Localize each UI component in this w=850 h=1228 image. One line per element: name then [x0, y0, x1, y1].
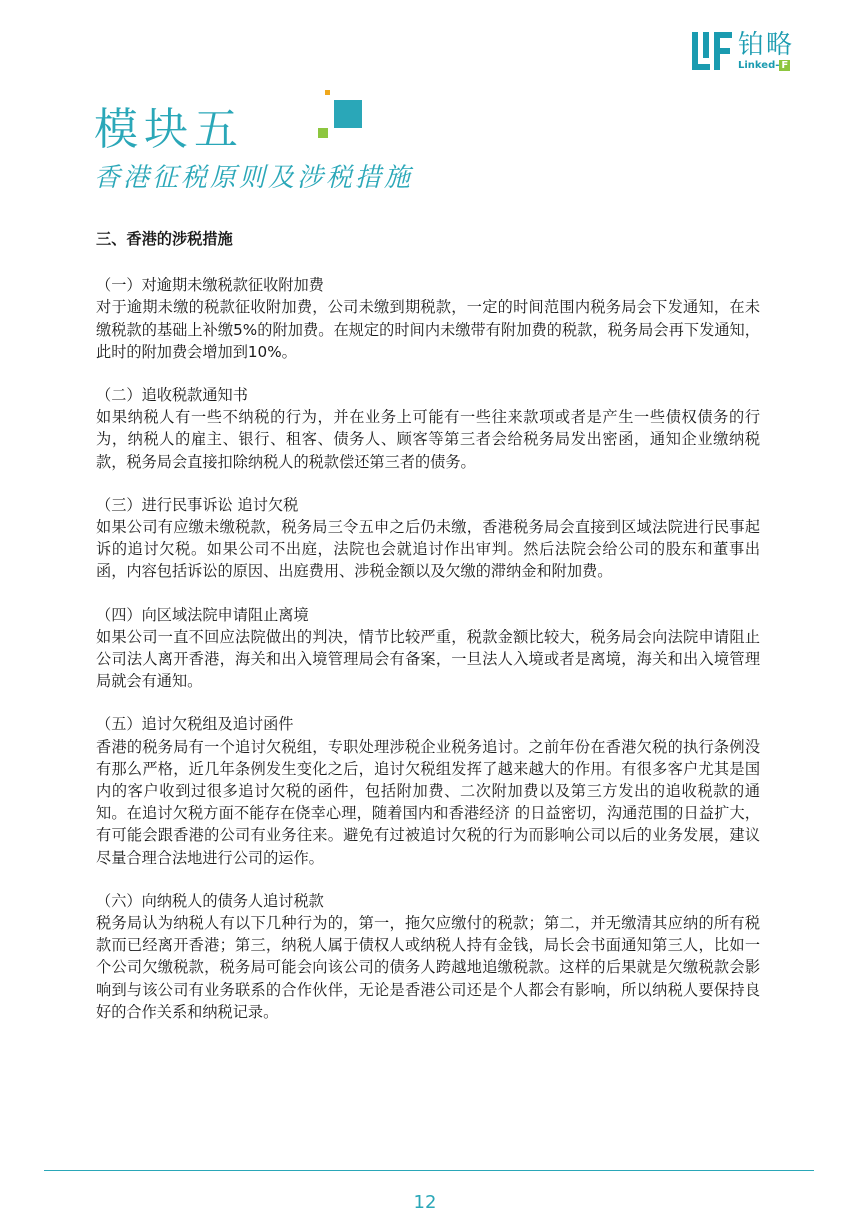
subsection-title: （一）对逾期未缴税款征收附加费 — [96, 276, 324, 295]
subsection-body: 税务局认为纳税人有以下几种行为的，第一，拖欠应缴付的税款；第二，并无缴清其应纳的所有税款而已经离开香港；第三，纳税人属于债权人或纳税人持有金钱，局长会书面通知第三人，比如一个公司欠缴税款，税务局可能会向该公司的债务人跨越地追缴税款。这样的后果就是欠缴税款会影响到与该公司有业务联系的合作伙伴，无论是香港公司还是个人都会有影响，所以纳税人要保持良好的合作关系和纳税记录。 — [96, 914, 760, 1021]
logo-text-cn: 铂略 — [738, 30, 795, 60]
module-title: 模块五 — [94, 104, 244, 155]
logo-text-en: Linked- F — [738, 60, 789, 71]
subsection-body: 对于逾期未缴的税款征收附加费，公司未缴到期税款，一定的时间范围内税务局会下发通知，在未缴税款的基础上补缴5%的附加费。在规定的时间内未缴带有附加费的税款，税务局会再下发通知，此时的附加费会增加到10%。 — [96, 298, 760, 361]
subsection — [96, 604, 760, 693]
decorative-squares-icon — [318, 90, 364, 142]
page-number: 12 — [413, 1192, 437, 1213]
module-subtitle: 香港征税原则及涉税措施 — [94, 163, 414, 193]
subsection — [96, 494, 760, 583]
subsection-title: （五）追讨欠税组及追讨函件 — [96, 715, 294, 734]
subsection — [96, 384, 760, 473]
subsection-title: （四）向区域法院申请阻止离境 — [96, 605, 309, 624]
subsection-title: （三）进行民事诉讼 追讨欠税 — [96, 495, 299, 514]
brand-logo — [692, 30, 812, 74]
subsection — [96, 713, 760, 868]
subsection-body: 如果公司一直不回应法院做出的判决，情节比较严重，税款金额比较大，税务局会向法院申请阻止公司法人离开香港，海关和出入境管理局会有备案，一旦法人入境或者是离境，海关和出入境管理局就会有通知。 — [96, 627, 760, 691]
section-title: 三、香港的涉税措施 — [96, 230, 233, 248]
document-body — [96, 228, 760, 1044]
footer-divider — [44, 1170, 814, 1171]
subsection-title: （六）向纳税人的债务人追讨税款 — [96, 891, 324, 910]
subsection — [96, 274, 760, 363]
subsection — [96, 890, 760, 1023]
subsection-body: 香港的税务局有一个追讨欠税组，专职处理涉税企业税务追讨。之前年份在香港欠税的执行条例没有那么严格，近几年条例发生变化之后，追讨欠税组发挥了越来越大的作用。有很多客户尤其是国内的客户收到过很多追讨欠税的函件，包括附加费、二次附加费以及第三方发出的追收税款的通知。在追讨欠税方面不能存在侥幸心理，随着国内和香港经济 的日益密切，沟通范围的日益扩大，有可能会跟香港的公司有业务往来。避免有过被追讨欠税的行为而影响公司以后的业务发展，建议尽量合理合法地进行公司的运作。 — [96, 737, 760, 867]
subsection-body: 如果纳税人有一些不纳税的行为，并在业务上可能有一些往来款项或者是产生一些债权债务的行为，纳税人的雇主、银行、租客、债务人、顾客等第三者会给税务局发出密函，通知企业缴纳税款，税务局会直接扣除纳税人的税款偿还第三者的债务。 — [96, 408, 760, 471]
subsection-body: 如果公司有应缴未缴税款，税务局三令五申之后仍未缴，香港税务局会直接到区域法院进行民事起诉的追讨欠税。如果公司不出庭，法院也会就追讨作出审判。然后法院会给公司的股东和董事出函，内容包括诉讼的原因、出庭费用、涉税金额以及欠缴的滞纳金和附加费。 — [96, 518, 760, 581]
subsection-title: （二）追收税款通知书 — [96, 386, 248, 405]
logo-mark-icon — [692, 32, 732, 70]
